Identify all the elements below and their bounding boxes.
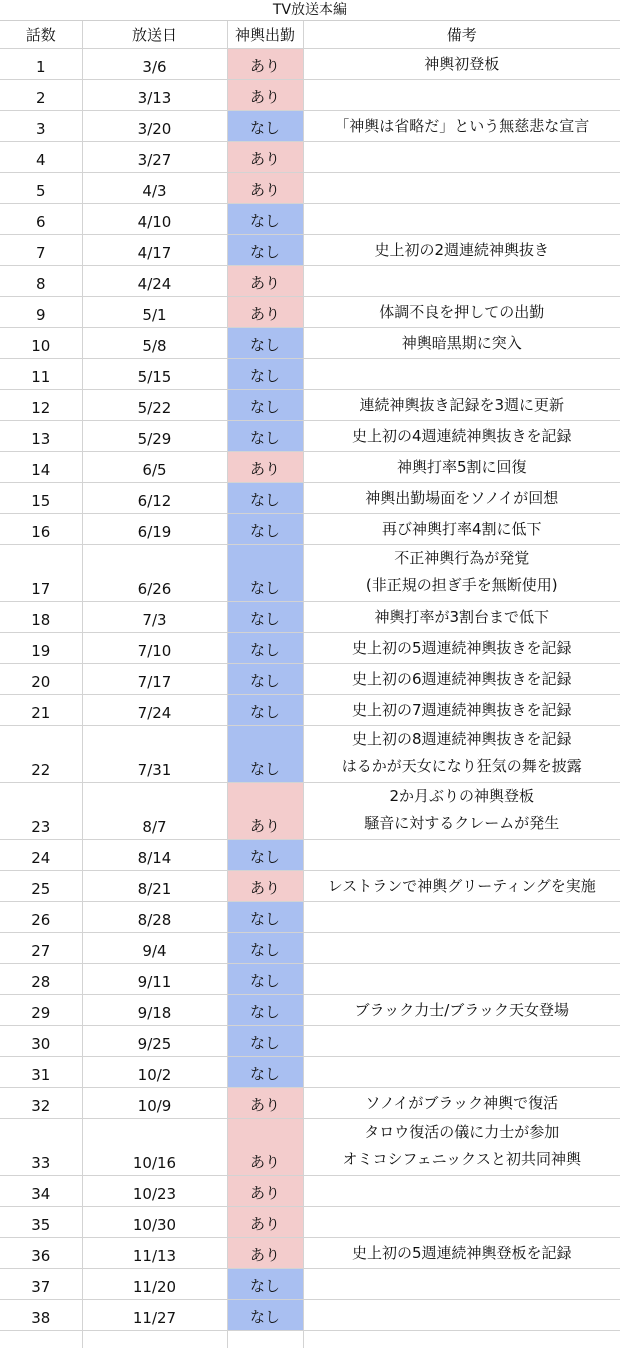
episode-cell[interactable]: 24 (0, 840, 82, 871)
mikoshi-cell[interactable]: なし (227, 421, 303, 452)
mikoshi-cell[interactable]: なし (227, 933, 303, 964)
remarks-cell[interactable] (303, 902, 620, 933)
remarks-cell[interactable] (303, 871, 620, 902)
remark-line: (非正規の担ぎ手を無断使用) (304, 572, 620, 599)
episode-cell[interactable]: 2 (0, 80, 82, 111)
mikoshi-cell[interactable]: なし (227, 664, 303, 695)
remark-line: 2か月ぶりの神輿登板 (304, 783, 620, 810)
table-row (0, 483, 620, 514)
remarks-cell[interactable] (303, 933, 620, 964)
air-date-cell[interactable]: 11/27 (82, 1300, 227, 1331)
air-date-cell[interactable]: 6/19 (82, 514, 227, 545)
remarks-cell[interactable] (303, 1207, 620, 1238)
episode-cell[interactable]: 5 (0, 173, 82, 204)
remark-line: ブラック力士/ブラック天女登場 (304, 997, 620, 1024)
mikoshi-cell[interactable]: あり (227, 452, 303, 483)
mikoshi-cell[interactable]: なし (227, 633, 303, 664)
remarks-cell[interactable] (303, 80, 620, 111)
table-row (0, 80, 620, 111)
remarks-cell[interactable] (303, 1026, 620, 1057)
episode-cell[interactable]: 11 (0, 359, 82, 390)
empty-cell[interactable] (303, 1331, 620, 1348)
empty-cell[interactable] (82, 1331, 227, 1348)
mikoshi-cell[interactable]: なし (227, 545, 303, 602)
air-date-cell[interactable]: 5/22 (82, 390, 227, 421)
table-row (0, 235, 620, 266)
table-row (0, 664, 620, 695)
air-date-cell[interactable]: 6/26 (82, 545, 227, 602)
air-date-cell[interactable]: 3/6 (82, 49, 227, 80)
air-date-cell[interactable]: 9/18 (82, 995, 227, 1026)
table-row (0, 902, 620, 933)
table-row (0, 933, 620, 964)
air-date-cell[interactable]: 7/10 (82, 633, 227, 664)
air-date-cell[interactable]: 11/13 (82, 1238, 227, 1269)
remarks-cell[interactable] (303, 204, 620, 235)
table-row (0, 452, 620, 483)
empty-cell[interactable] (227, 1331, 303, 1348)
air-date-cell[interactable]: 6/12 (82, 483, 227, 514)
remarks-cell[interactable] (303, 1238, 620, 1269)
mikoshi-cell[interactable]: なし (227, 995, 303, 1026)
sheet-title: TV放送本編 (0, 0, 620, 21)
air-date-cell[interactable]: 4/10 (82, 204, 227, 235)
episode-cell[interactable]: 36 (0, 1238, 82, 1269)
table-row (0, 142, 620, 173)
episode-cell[interactable]: 38 (0, 1300, 82, 1331)
episode-cell[interactable]: 33 (0, 1119, 82, 1176)
remark-line: 神輿打率5割に回復 (304, 454, 620, 481)
table-row (0, 633, 620, 664)
remark-line: レストランで神輿グリーティングを実施 (304, 873, 620, 900)
mikoshi-cell[interactable]: あり (227, 80, 303, 111)
remark-line: タロウ復活の儀に力士が参加 (304, 1119, 620, 1146)
table-row (0, 1300, 620, 1331)
header-episode: 話数 (0, 21, 82, 49)
remark-line: 史上初の2週連続神輿抜き (304, 237, 620, 264)
table-row (0, 840, 620, 871)
episode-cell[interactable]: 13 (0, 421, 82, 452)
remark-line: 騒音に対するクレームが発生 (304, 810, 620, 837)
episode-cell[interactable]: 35 (0, 1207, 82, 1238)
episode-cell[interactable]: 34 (0, 1176, 82, 1207)
mikoshi-cell[interactable]: あり (227, 142, 303, 173)
table-row (0, 1088, 620, 1119)
air-date-cell[interactable]: 10/9 (82, 1088, 227, 1119)
air-date-cell[interactable]: 5/8 (82, 328, 227, 359)
air-date-cell[interactable]: 7/31 (82, 726, 227, 783)
episode-cell[interactable]: 18 (0, 602, 82, 633)
remarks-cell[interactable] (303, 421, 620, 452)
mikoshi-cell[interactable]: あり (227, 1238, 303, 1269)
remark-line: オミコシフェニックスと初共同神輿 (304, 1146, 620, 1173)
episode-cell[interactable]: 21 (0, 695, 82, 726)
episode-cell[interactable]: 22 (0, 726, 82, 783)
remarks-cell[interactable] (303, 49, 620, 80)
episode-cell[interactable]: 19 (0, 633, 82, 664)
episode-cell[interactable]: 17 (0, 545, 82, 602)
air-date-cell[interactable]: 3/27 (82, 142, 227, 173)
header-air-date: 放送日 (82, 21, 227, 49)
air-date-cell[interactable]: 9/4 (82, 933, 227, 964)
table-row (0, 1026, 620, 1057)
table-row (0, 297, 620, 328)
episode-cell[interactable]: 8 (0, 266, 82, 297)
remarks-cell[interactable] (303, 359, 620, 390)
mikoshi-cell[interactable]: あり (227, 1207, 303, 1238)
mikoshi-cell[interactable]: あり (227, 783, 303, 840)
air-date-cell[interactable]: 7/3 (82, 602, 227, 633)
mikoshi-cell[interactable]: なし (227, 726, 303, 783)
air-date-cell[interactable]: 8/14 (82, 840, 227, 871)
remark-line: 連続神輿抜き記録を3週に更新 (304, 392, 620, 419)
header-row (0, 21, 620, 49)
episode-cell[interactable]: 7 (0, 235, 82, 266)
table-row (0, 204, 620, 235)
mikoshi-cell[interactable]: あり (227, 49, 303, 80)
table-row (0, 1269, 620, 1300)
remarks-cell[interactable] (303, 514, 620, 545)
remarks-cell[interactable] (303, 545, 620, 602)
mikoshi-cell[interactable]: なし (227, 964, 303, 995)
mikoshi-cell[interactable]: あり (227, 1176, 303, 1207)
table-row (0, 111, 620, 142)
remarks-cell[interactable] (303, 1119, 620, 1176)
episode-cell[interactable]: 25 (0, 871, 82, 902)
mikoshi-cell[interactable]: なし (227, 111, 303, 142)
mikoshi-cell[interactable]: なし (227, 1026, 303, 1057)
table-row (0, 602, 620, 633)
air-date-cell[interactable]: 6/5 (82, 452, 227, 483)
remarks-cell[interactable] (303, 111, 620, 142)
air-date-cell[interactable]: 8/28 (82, 902, 227, 933)
mikoshi-cell[interactable]: あり (227, 266, 303, 297)
air-date-cell[interactable]: 4/3 (82, 173, 227, 204)
mikoshi-cell[interactable]: なし (227, 328, 303, 359)
mikoshi-cell[interactable]: なし (227, 204, 303, 235)
air-date-cell[interactable]: 4/17 (82, 235, 227, 266)
air-date-cell[interactable]: 4/24 (82, 266, 227, 297)
air-date-cell[interactable]: 11/20 (82, 1269, 227, 1300)
header-mikoshi: 神輿出勤 (227, 21, 303, 49)
table-row (0, 421, 620, 452)
remarks-cell[interactable] (303, 1057, 620, 1088)
remarks-cell[interactable] (303, 726, 620, 783)
air-date-cell[interactable]: 3/20 (82, 111, 227, 142)
episode-cell[interactable]: 23 (0, 783, 82, 840)
mikoshi-cell[interactable]: あり (227, 1088, 303, 1119)
remarks-cell[interactable] (303, 483, 620, 514)
air-date-cell[interactable]: 3/13 (82, 80, 227, 111)
remarks-cell[interactable] (303, 390, 620, 421)
episode-cell[interactable]: 1 (0, 49, 82, 80)
remark-line: ソノイがブラック神輿で復活 (304, 1090, 620, 1117)
air-date-cell[interactable]: 9/25 (82, 1026, 227, 1057)
mikoshi-cell[interactable]: なし (227, 483, 303, 514)
remark-line: 史上初の8週連続神輿抜きを記録 (304, 726, 620, 753)
remarks-cell[interactable] (303, 452, 620, 483)
table-row (0, 514, 620, 545)
episode-cell[interactable]: 29 (0, 995, 82, 1026)
episode-cell[interactable]: 32 (0, 1088, 82, 1119)
mikoshi-cell[interactable]: あり (227, 1119, 303, 1176)
remark-line: 再び神輿打率4割に低下 (304, 516, 620, 543)
episode-cell[interactable]: 27 (0, 933, 82, 964)
mikoshi-cell[interactable]: なし (227, 235, 303, 266)
remarks-cell[interactable] (303, 1176, 620, 1207)
table-row (0, 995, 620, 1026)
table-row (0, 328, 620, 359)
episode-cell[interactable]: 31 (0, 1057, 82, 1088)
episode-cell[interactable]: 15 (0, 483, 82, 514)
table-row (0, 545, 620, 602)
remarks-cell[interactable] (303, 602, 620, 633)
episode-cell[interactable]: 6 (0, 204, 82, 235)
remarks-cell[interactable] (303, 328, 620, 359)
air-date-cell[interactable]: 7/17 (82, 664, 227, 695)
mikoshi-cell[interactable]: なし (227, 902, 303, 933)
air-date-cell[interactable]: 10/23 (82, 1176, 227, 1207)
remarks-cell[interactable] (303, 142, 620, 173)
mikoshi-cell[interactable]: あり (227, 297, 303, 328)
table-row (0, 1119, 620, 1176)
table-row (0, 173, 620, 204)
mikoshi-cell[interactable]: なし (227, 514, 303, 545)
episode-cell[interactable]: 14 (0, 452, 82, 483)
remark-line: 神輿暗黒期に突入 (304, 330, 620, 357)
remarks-cell[interactable] (303, 235, 620, 266)
remarks-cell[interactable] (303, 664, 620, 695)
remarks-cell[interactable] (303, 695, 620, 726)
mikoshi-cell[interactable]: なし (227, 359, 303, 390)
remark-line: 史上初の5週連続神輿抜きを記録 (304, 635, 620, 662)
table-row (0, 266, 620, 297)
table-row (0, 390, 620, 421)
table-row (0, 1207, 620, 1238)
mikoshi-cell[interactable]: なし (227, 1300, 303, 1331)
remark-line: 神輿出勤場面をソノイが回想 (304, 485, 620, 512)
remark-line: 「神輿は省略だ」という無慈悲な宣言 (304, 113, 620, 140)
air-date-cell[interactable]: 5/1 (82, 297, 227, 328)
remarks-cell[interactable] (303, 1300, 620, 1331)
table-row (0, 964, 620, 995)
mikoshi-cell[interactable]: あり (227, 871, 303, 902)
table-row (0, 695, 620, 726)
mikoshi-cell[interactable]: なし (227, 695, 303, 726)
remark-line: 史上初の7週連続神輿抜きを記録 (304, 697, 620, 724)
table-row (0, 359, 620, 390)
table-row (0, 726, 620, 783)
table-row (0, 1238, 620, 1269)
episode-cell[interactable]: 16 (0, 514, 82, 545)
episode-cell[interactable]: 4 (0, 142, 82, 173)
mikoshi-cell[interactable]: なし (227, 840, 303, 871)
air-date-cell[interactable]: 10/16 (82, 1119, 227, 1176)
remark-line: 史上初の6週連続神輿抜きを記録 (304, 666, 620, 693)
remark-line: 神輿打率が3割台まで低下 (304, 604, 620, 631)
remark-line: 不正神輿行為が発覚 (304, 545, 620, 572)
episode-table (0, 21, 620, 1348)
episode-cell[interactable]: 30 (0, 1026, 82, 1057)
remarks-cell[interactable] (303, 173, 620, 204)
mikoshi-cell[interactable]: なし (227, 602, 303, 633)
table-row (0, 1176, 620, 1207)
episode-cell[interactable]: 37 (0, 1269, 82, 1300)
air-date-cell[interactable]: 5/29 (82, 421, 227, 452)
remarks-cell[interactable] (303, 633, 620, 664)
remarks-cell[interactable] (303, 995, 620, 1026)
header-remarks: 備考 (303, 21, 620, 49)
table-row (0, 1057, 620, 1088)
mikoshi-cell[interactable]: なし (227, 390, 303, 421)
episode-cell[interactable]: 9 (0, 297, 82, 328)
air-date-cell[interactable]: 8/21 (82, 871, 227, 902)
episode-cell[interactable]: 28 (0, 964, 82, 995)
remarks-cell[interactable] (303, 783, 620, 840)
remark-line: 史上初の4週連続神輿抜きを記録 (304, 423, 620, 450)
table-row (0, 783, 620, 840)
episode-cell[interactable]: 12 (0, 390, 82, 421)
remark-line: はるかが天女になり狂気の舞を披露 (304, 753, 620, 780)
episode-cell[interactable]: 26 (0, 902, 82, 933)
empty-row (0, 1331, 620, 1348)
remarks-cell[interactable] (303, 1088, 620, 1119)
mikoshi-cell[interactable]: なし (227, 1057, 303, 1088)
remark-line: 体調不良を押しての出勤 (304, 299, 620, 326)
air-date-cell[interactable]: 9/11 (82, 964, 227, 995)
mikoshi-cell[interactable]: なし (227, 1269, 303, 1300)
air-date-cell[interactable]: 7/24 (82, 695, 227, 726)
table-body (0, 49, 620, 1348)
air-date-cell[interactable]: 10/30 (82, 1207, 227, 1238)
mikoshi-cell[interactable]: あり (227, 173, 303, 204)
remarks-cell[interactable] (303, 266, 620, 297)
remarks-cell[interactable] (303, 840, 620, 871)
air-date-cell[interactable]: 8/7 (82, 783, 227, 840)
episode-cell[interactable]: 3 (0, 111, 82, 142)
episode-cell[interactable]: 20 (0, 664, 82, 695)
table-row (0, 49, 620, 80)
episode-cell[interactable]: 10 (0, 328, 82, 359)
remarks-cell[interactable] (303, 297, 620, 328)
remark-line: 神輿初登板 (304, 51, 620, 78)
remarks-cell[interactable] (303, 964, 620, 995)
remarks-cell[interactable] (303, 1269, 620, 1300)
empty-cell[interactable] (0, 1331, 82, 1348)
remark-line: 史上初の5週連続神輿登板を記録 (304, 1240, 620, 1267)
table-row (0, 871, 620, 902)
air-date-cell[interactable]: 10/2 (82, 1057, 227, 1088)
air-date-cell[interactable]: 5/15 (82, 359, 227, 390)
